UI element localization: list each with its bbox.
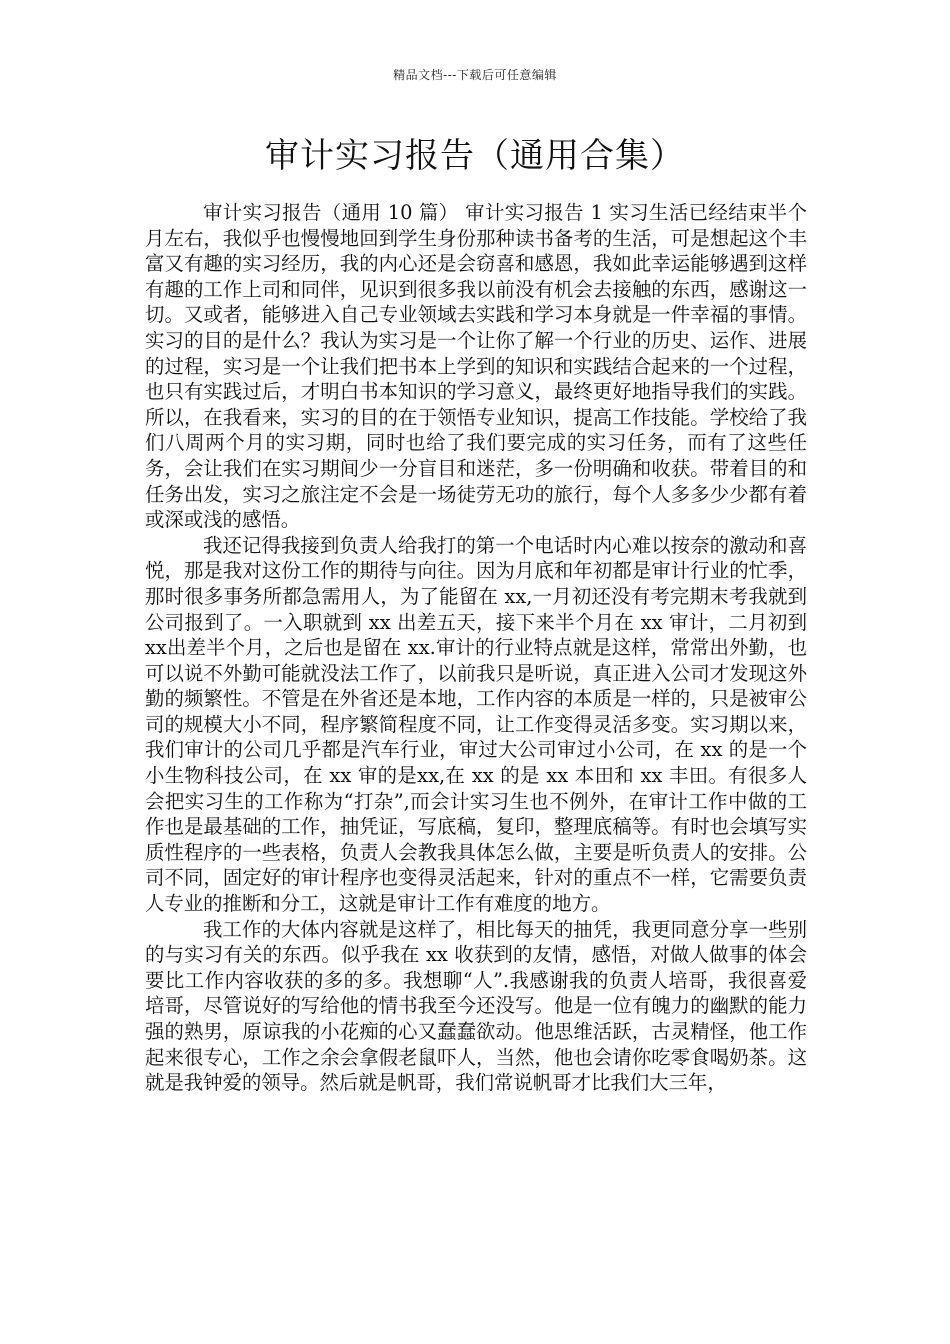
paragraph: 我工作的大体内容就是这样了，相比每天的抽凭，我更同意分享一些别的与实习有关的东西。似乎我在 xx 收获到的友情，感悟，对做人做事的体会要比工作内容收获的多的多。我想聊“人”.我感谢我的负责人培哥，我很喜爱培哥，尽管说好的写给他的情书我至今还没写。他是一位有魄力的幽默的能力强的熟男，原谅我的小花痴的心又蠢蠢欲动。他思维活跃，古灵精怪，他工作起来很专心，工作之余会拿假老鼠吓人，当然，他也会请你吃零食喝奶茶。这就是我钟爱的领导。然后就是帆哥，我们常说帆哥才比我们大三年， <box>145 917 807 1095</box>
paragraph: 我还记得我接到负责人给我打的第一个电话时内心难以按奈的激动和喜悦，那是我对这份工作的期待与向往。因为月底和年初都是审计行业的忙季，那时很多事务所都急需用人，为了能留在 xx,一月初还没有考完期末考我就到公司报到了。一入职就到 xx 出差五天，接下来半个月在 xx 审计，二月初到 xx出差半个月，之后也是留在 xx.审计的行业特点就是这样，常常出外勤，也可以说不外勤可能就没法工作了，以前我只是听说，真正进入公司才发现这外勤的频繁性。不管是在外省还是本地，工作内容的本质是一样的，只是被审公司的规模大小不同，程序繁简程度不同，让工作变得灵活多变。实习期以来，我们审计的公司几乎都是汽车行业，审过大公司审过小公司，在 xx 的是一个小生物科技公司，在 xx 审的是xx,在 xx 的是 xx 本田和 xx 丰田。有很多人会把实习生的工作称为“打杂”,而会计实习生也不例外，在审计工作中做的工作也是最基础的工作，抽凭证，写底稿，复印，整理底稿等。有时也会填写实质性程序的一些表格，负责人会教我具体怎么做，主要是听负责人的安排。公司不同，固定好的审计程序也变得灵活起来，针对的重点不一样，它需要负责人专业的推断和分工，这就是审计工作有难度的地方。 <box>145 533 807 916</box>
header-note: 精品文档---下载后可任意编辑 <box>393 68 557 82</box>
paragraph: 审计实习报告（通用 10 篇） 审计实习报告 1 实习生活已经结束半个月左右，我似乎也慢慢地回到学生身份那种读书备考的生活，可是想起这个丰富又有趣的实习经历，我的内心还是会窃喜和感恩，我如此幸运能够遇到这样有趣的工作上司和同伴，见识到很多我以前没有机会去接触的东西，感谢这一切。又或者，能够进入自己专业领域去实践和学习本身就是一件幸福的事情。实习的目的是什么？我认为实习是一个让你了解一个行业的历史、运作、进展的过程，实习是一个让我们把书本上学到的知识和实践结合起来的一个过程，也只有实践过后，才明白书本知识的学习意义，最终更好地指导我们的实践。所以，在我看来，实习的目的在于领悟专业知识，提高工作技能。学校给了我们八周两个月的实习期，同时也给了我们要完成的实习任务，而有了这些任务，会让我们在实习期间少一分盲目和迷茫，多一份明确和收获。带着目的和任务出发，实习之旅注定不会是一场徒劳无功的旅行，每个人多多少少都有着或深或浅的感悟。 <box>145 201 807 532</box>
document-title: 审计实习报告（通用合集） <box>265 136 685 176</box>
document-body <box>145 200 807 1096</box>
